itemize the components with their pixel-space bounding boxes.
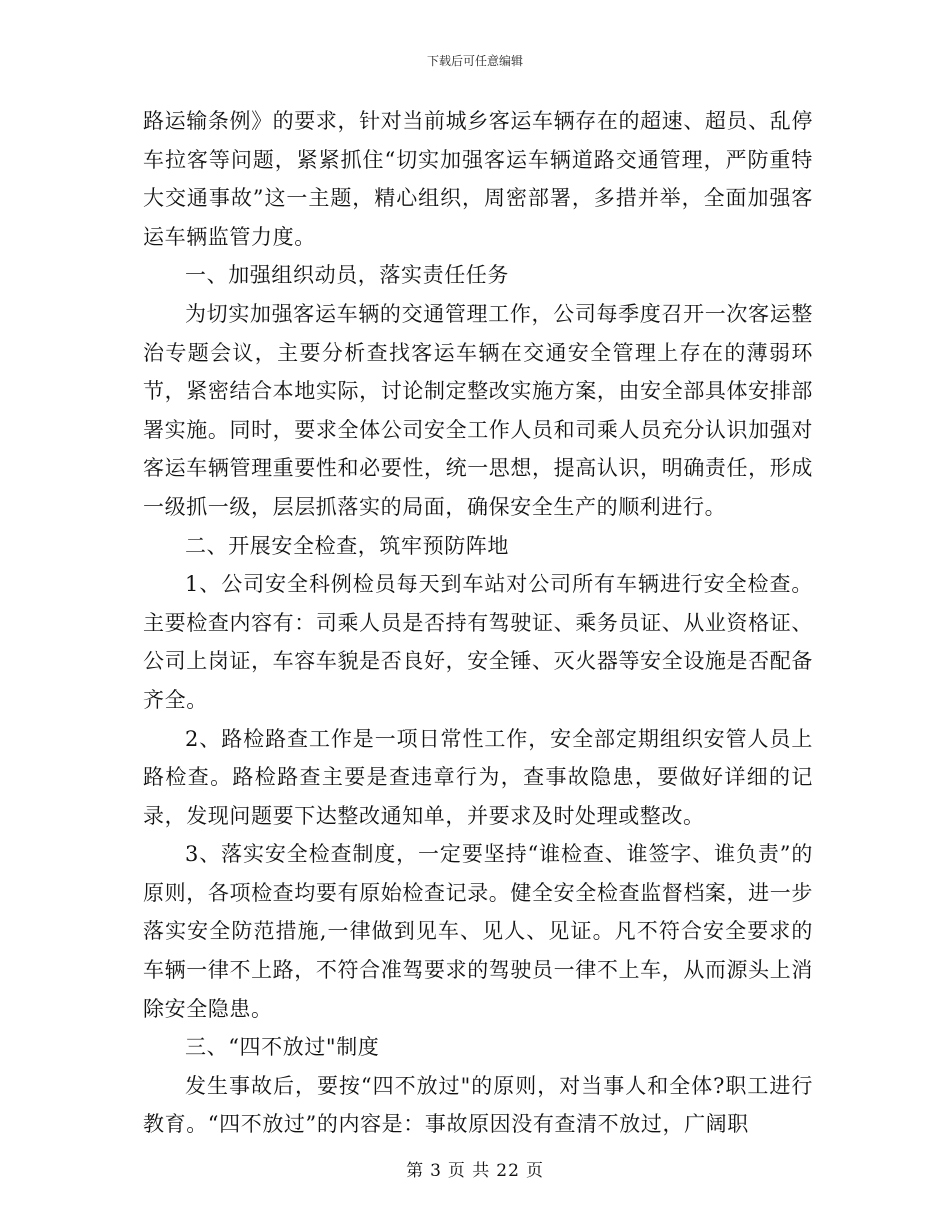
footer-prefix: 第 <box>406 1161 425 1181</box>
page-footer <box>0 1156 950 1181</box>
total-pages-number: 22 <box>496 1161 520 1181</box>
section-heading-2: 二、开展安全检查，筑牢预防阵地 <box>185 533 509 558</box>
footer-middle: 页 共 <box>447 1161 491 1181</box>
footer-suffix: 页 <box>525 1161 544 1181</box>
page-header: 下载后可任意编辑 <box>426 54 523 68</box>
paragraph-item-3: 3、落实安全检查制度，一定要坚持“谁检查、谁签字、谁负责”的原则，各项检查均要有原始检查记录。健全安全检查监督档案，进一步落实安全防范措施,一律做到见车、见人、见证。凡不符合安全要求的车辆一律不上路，不符合准驾要求的驾驶员一律不上车，从而源头上消除安全隐患。 <box>143 842 813 1021</box>
section-heading-1: 一、加强组织动员，落实责任任务 <box>185 263 509 288</box>
paragraph-four-rules: 发生事故后，要按“四不放过"的原则，对当事人和全体?职工进行教育。“四不放过”的内容是：事故原因没有查清不放过，广阔职 <box>143 1073 813 1137</box>
section-heading-3: 三、“四不放过"制度 <box>185 1035 380 1060</box>
paragraph-continuation: 路运输条例》的要求，针对当前城乡客运车辆存在的超速、超员、乱停车拉客等问题，紧紧抓住“切实加强客运车辆道路交通管理，严防重特大交通事故”这一主题，精心组织，周密部署，多措并举，全面加强客运车辆监管力度。 <box>143 109 813 249</box>
document-body <box>143 102 813 1144</box>
current-page-number: 3 <box>430 1161 442 1181</box>
paragraph-organization: 为切实加强客运车辆的交通管理工作，公司每季度召开一次客运整治专题会议，主要分析查找客运车辆在交通安全管理上存在的薄弱环节，紧密结合本地实际，讨论制定整改实施方案，由安全部具体安排部署实施。同时，要求全体公司安全工作人员和司乘人员充分认识加强对客运车辆管理重要性和必要性，统一思想，提高认识，明确责任，形成一级抓一级，层层抓落实的局面，确保安全生产的顺利进行。 <box>143 301 813 519</box>
paragraph-item-2: 2、路检路查工作是一项日常性工作，安全部定期组织安管人员上路检查。路检路查主要是查违章行为，查事故隐患，要做好详细的记录，发现问题要下达整改通知单，并要求及时处理或整改。 <box>143 726 813 828</box>
paragraph-item-1: 1、公司安全科例检员每天到车站对公司所有车辆进行安全检查。主要检查内容有：司乘人员是否持有驾驶证、乘务员证、从业资格证、公司上岗证，车容车貌是否良好，安全锤、灭火器等安全设施是否配备齐全。 <box>143 572 813 712</box>
